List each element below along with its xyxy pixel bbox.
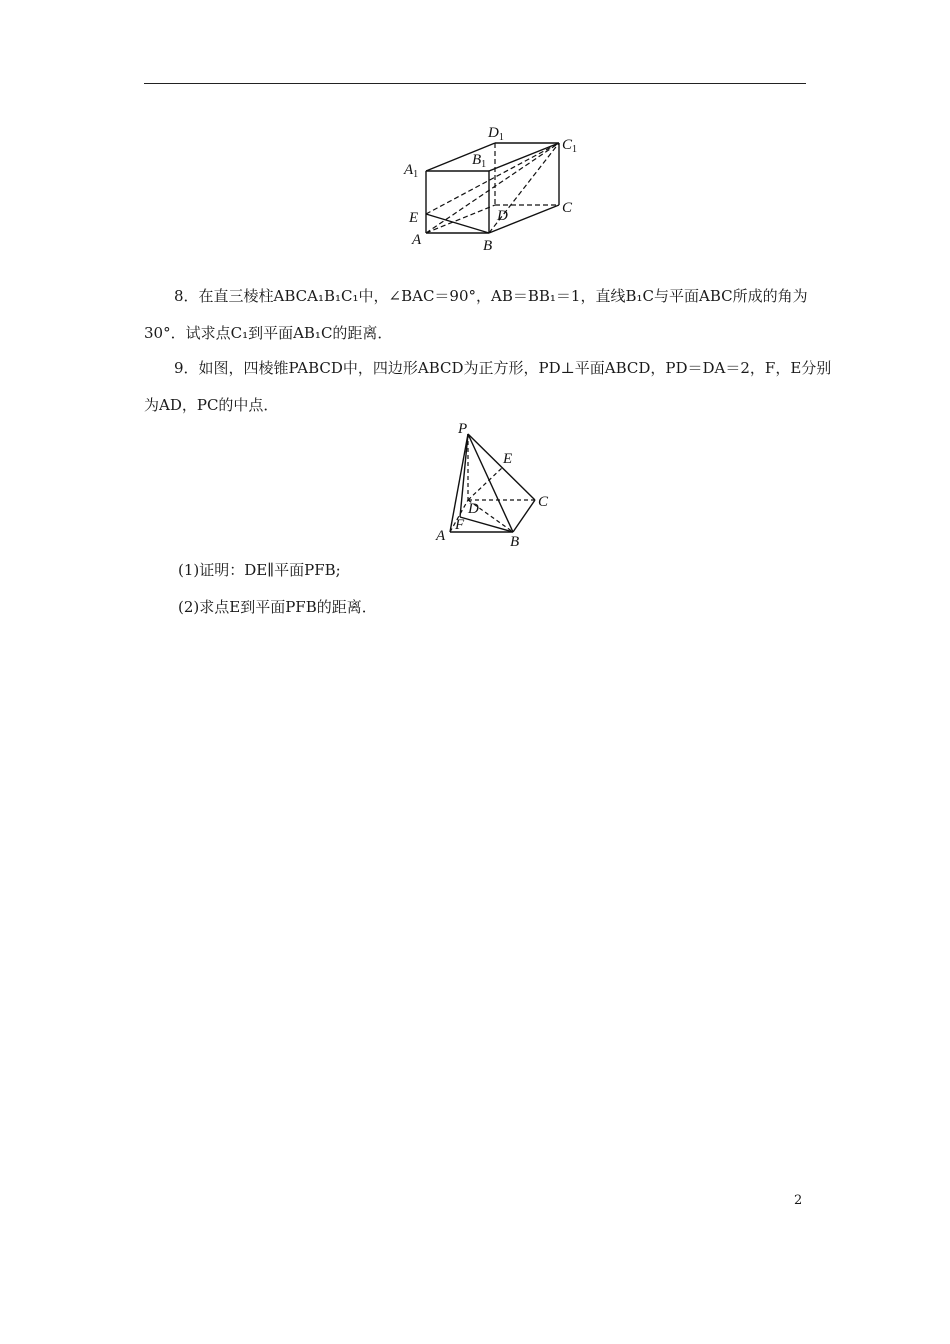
label-a1: $A_1$ bbox=[404, 162, 419, 180]
edge-eb bbox=[426, 214, 489, 233]
edge-bc bbox=[513, 500, 535, 532]
edge-ec1 bbox=[426, 143, 559, 214]
label-b1: $B_1$ bbox=[472, 152, 487, 170]
label-c: C bbox=[562, 200, 573, 216]
edge-ac1 bbox=[426, 143, 559, 233]
prism-figure bbox=[400, 118, 600, 258]
q9-subquestion-1: (1)证明：DE∥平面PFB; bbox=[178, 561, 341, 579]
label-c: C bbox=[538, 494, 549, 510]
q9-line2: 为AD，PC的中点． bbox=[144, 396, 279, 414]
q9-subquestion-2: (2)求点E到平面PFB的距离． bbox=[178, 598, 377, 616]
edge-pf bbox=[460, 434, 468, 517]
label-e: E bbox=[409, 210, 419, 226]
pyramid-figure bbox=[430, 418, 560, 552]
label-d1: $D_1$ bbox=[488, 125, 504, 143]
edge-fb bbox=[460, 517, 513, 532]
label-b: B bbox=[510, 534, 520, 550]
label-p: P bbox=[458, 421, 468, 437]
label-f: F bbox=[455, 517, 465, 533]
label-a: A bbox=[412, 232, 422, 248]
label-b: B bbox=[483, 238, 493, 254]
label-d: D bbox=[497, 208, 508, 224]
q8-line2: 30°．试求点C₁到平面AB₁C的距离． bbox=[144, 324, 393, 342]
header-rule bbox=[144, 83, 806, 84]
label-a: A bbox=[436, 528, 446, 544]
label-c1: $C_1$ bbox=[562, 137, 578, 155]
q9-line1: 9．如图，四棱锥PABCD中，四边形ABCD为正方形，PD⊥平面ABCD，PD＝DA＝2，F，E分别 bbox=[174, 359, 832, 377]
label-e: E bbox=[503, 451, 513, 467]
label-d: D bbox=[468, 501, 479, 517]
page-number: 2 bbox=[794, 1193, 803, 1208]
q8-line1: 8．在直三棱柱ABCA₁B₁C₁中，∠BAC＝90°，AB＝BB₁＝1，直线B₁C与平面ABC所成的角为 bbox=[174, 287, 808, 305]
edge-pb bbox=[468, 434, 513, 532]
